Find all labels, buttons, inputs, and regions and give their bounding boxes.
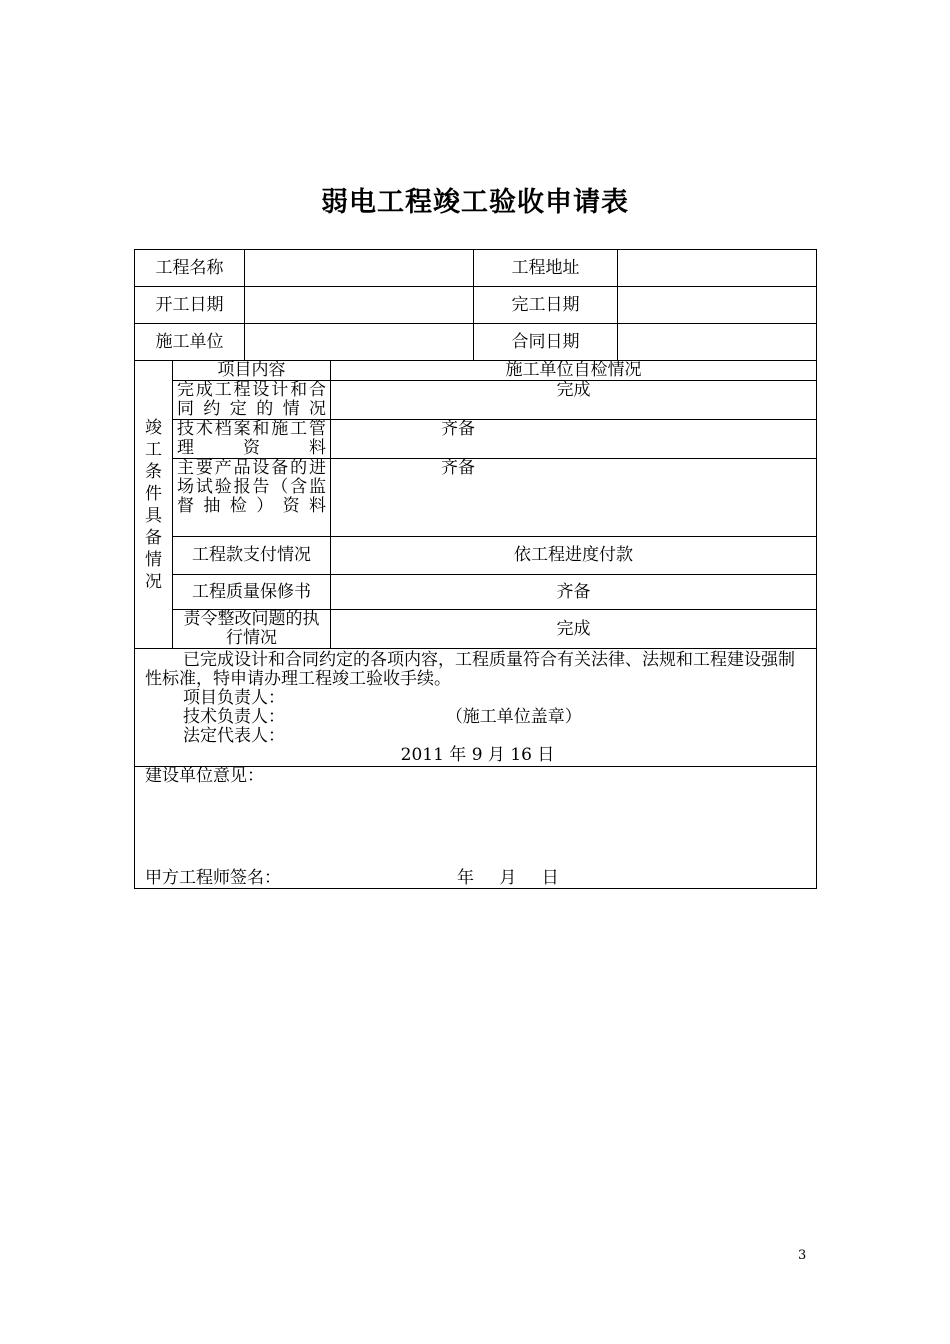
legal-rep-label: 法定代表人： [183, 726, 285, 746]
opinion-date-placeholder: 年 月 日 [457, 868, 559, 888]
statement-text: 已完成设计和合同约定的各项内容，工程质量符合有关法律、法规和工程建设强制性标准，特申请办理工程竣工验收手续。 [145, 650, 795, 689]
contract-date-field[interactable] [618, 324, 817, 361]
start-date-field[interactable] [245, 287, 474, 324]
condition-item: 完成工程设计和合同约定的情况 [173, 381, 331, 420]
acceptance-application-form [134, 249, 817, 889]
condition-row [135, 381, 817, 420]
finish-date-label: 完工日期 [474, 287, 618, 324]
condition-status: 完成 [331, 610, 817, 649]
condition-row [135, 459, 817, 537]
project-address-field[interactable] [618, 250, 817, 287]
project-leader-line [145, 689, 810, 708]
tech-leader-line [145, 708, 810, 727]
contractor-field[interactable] [245, 324, 474, 361]
project-name-label: 工程名称 [135, 250, 245, 287]
page-number: 3 [798, 1248, 807, 1263]
row-start-date [135, 287, 817, 324]
condition-item: 责令整改问题的执行情况 [173, 610, 331, 649]
contract-date-label: 合同日期 [474, 324, 618, 361]
finish-date-field[interactable] [618, 287, 817, 324]
legal-rep-line [145, 727, 810, 746]
conditions-section-label: 竣工条件具备情况 [135, 361, 173, 649]
contractor-label: 施工单位 [135, 324, 245, 361]
header-self-check: 施工单位自检情况 [331, 361, 817, 381]
engineer-sign-label: 甲方工程师签名： [145, 868, 281, 888]
client-opinion-label: 建设单位意见： [145, 766, 264, 786]
application-date: 2011 年 9 月 16 日 [400, 745, 555, 765]
start-date-label: 开工日期 [135, 287, 245, 324]
project-leader-label: 项目负责人： [183, 688, 285, 708]
statement-row [135, 649, 817, 767]
page-title: 弱电工程竣工验收申请表 [321, 187, 629, 218]
condition-row [135, 420, 817, 459]
row-project-name [135, 250, 817, 287]
condition-row [135, 575, 817, 610]
condition-row [135, 610, 817, 649]
tech-leader-label: 技术负责人： [183, 707, 285, 727]
condition-item: 工程款支付情况 [173, 537, 331, 575]
conditions-header-row [135, 361, 817, 381]
condition-status: 齐备 [331, 420, 817, 459]
condition-item: 技术档案和施工管理资料 [173, 420, 331, 459]
condition-row [135, 537, 817, 575]
condition-status: 齐备 [331, 575, 817, 610]
project-address-label: 工程地址 [474, 250, 618, 287]
condition-status: 齐备 [331, 459, 817, 537]
client-opinion-row [135, 767, 817, 889]
condition-item: 主要产品设备的进场试验报告（含监督抽检）资料 [173, 459, 331, 537]
client-opinion-cell[interactable] [135, 767, 817, 889]
header-item-content: 项目内容 [173, 361, 331, 381]
condition-status: 完成 [331, 381, 817, 420]
application-statement [135, 649, 817, 767]
row-contractor [135, 324, 817, 361]
condition-item: 工程质量保修书 [173, 575, 331, 610]
condition-status: 依工程进度付款 [331, 537, 817, 575]
contractor-seal-label: （施工单位盖章） [445, 707, 582, 727]
project-name-field[interactable] [245, 250, 474, 287]
